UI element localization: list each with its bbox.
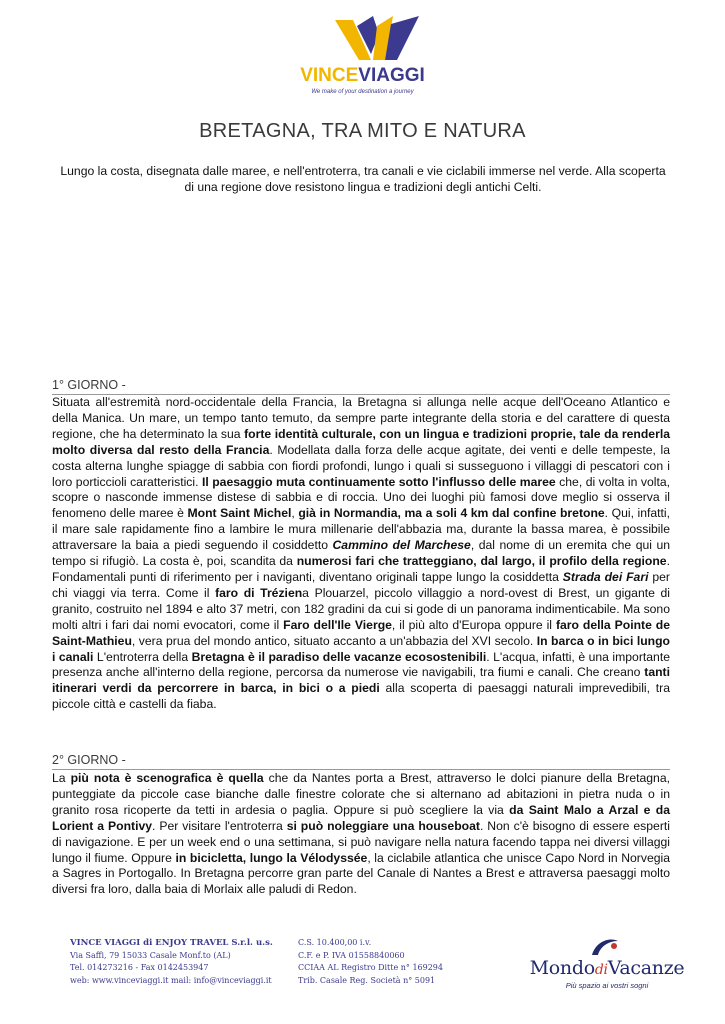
footer-court: Trib. Casale Reg. Società n° 5091 bbox=[298, 975, 436, 985]
bold-phrase: Mont Saint Michel bbox=[187, 506, 292, 521]
bold-phrase: Strada dei Fari bbox=[562, 569, 649, 584]
text-run: , la ciclabile atlantica che unisce Capo Nord in Norvegia a Sagres in Portogallo. In Bretagna percorre gran parte del Canale di Nantes a Brest e attraversa paesaggi molto diversi fra loro, dalla baia di Morlaix alle paludi di Redon. bbox=[52, 850, 670, 897]
footer-capital: C.S. 10.400,00 i.v. bbox=[298, 938, 372, 947]
day-2-heading: 2° GIORNO - bbox=[52, 752, 670, 770]
bold-phrase: tanti itinerari verdi da percorrere in barca, in bici o a piedi bbox=[52, 665, 670, 696]
footer-phone: Tel. 014273216 - Fax 0142453947 bbox=[70, 963, 209, 972]
bold-phrase: Faro dell'Ile Vierge bbox=[283, 617, 392, 632]
text-run: a Plouarzel, piccolo villaggio a nord-ovest di Brest, un gigante di granito, costruito nel 1894 e alto 37 metri, con 182 gradini da cui si gode di un panorama indimenticabile. Ma sono molti altri i fari dai nomi evocatori, come il bbox=[52, 585, 670, 632]
bold-phrase: In barca o in bici lungo i canali bbox=[52, 633, 670, 664]
text-run: L'entroterra della bbox=[93, 649, 192, 664]
text-run: . Modellata dalla forza delle acque agitate, dei venti e delle tempeste, la costa alterna lunghe spiagge di sabbia con fiordi profondi, lungo i quali si susseguono i villaggi di pescatori con i loro porticcioli caratteristici. bbox=[52, 442, 670, 489]
text-run: . Per visitare l'entroterra bbox=[152, 818, 287, 833]
logo-wordmark: VINCEVIAGGI bbox=[300, 65, 425, 86]
text-run: che, di volta in volta, scopre o nasconde immense distese di sabbia e di roccia. Uno dei luoghi più famosi dove meglio si osserva il fenomeno delle maree è bbox=[52, 474, 671, 521]
footer-legal-info bbox=[298, 937, 498, 987]
mondo-di-vacanze-mark-icon bbox=[590, 937, 620, 957]
footer-tax: C.F. e P. IVA 01558840060 bbox=[298, 950, 405, 960]
day-1-heading: 1° GIORNO - bbox=[52, 377, 670, 395]
text-run: . Qui, infatti, il mare sale rapidamente fino a lambire le mura millenarie dell'abbazia ma, durante la bassa marea, è possibile attraversare la baia a piedi seguendo il cosiddetto bbox=[52, 506, 671, 553]
footer-company-name: VINCE VIAGGI di ENJOY TRAVEL S.r.l. u.s. bbox=[70, 938, 273, 948]
footer bbox=[70, 937, 710, 1007]
bold-phrase: forte identità culturale, con un lingua e tradizioni proprie, tale da renderla molto diversa dal resto della Francia bbox=[52, 426, 670, 457]
text-run: per chi viaggi via terra. Come il bbox=[52, 569, 670, 600]
text-run: che da Nantes porta a Brest, attraverso le dolci pianure della Bretagna, punteggiate da piccole case bianche dalle finestre colorate che si alternano ad abitazioni in pietra nuda o in granito rosa ricoperte da tetti in ardesia o paglia. Oppure si può scegliere la via bbox=[52, 771, 670, 817]
footer-cciaa: CCIAA AL Registro Ditte n° 169294 bbox=[298, 963, 443, 972]
text-run: . Fondamentali punti di riferimento per i naviganti, diventano originali tappe lungo la cosiddetta bbox=[52, 554, 670, 584]
bold-phrase: più nota è scenografica è quella bbox=[70, 771, 264, 785]
text-run: Situata all'estremità nord-occidentale della Francia, la Bretagna si allunga nelle acque dell'Oceano Atlantico e della Manica. Un mare, un tempo tanto temuto, da sempre parte integrante della storia e del carattere di questa regione, che ha determinato la sua bbox=[52, 395, 670, 441]
footer-address: Via Saffi, 79 15033 Casale Monf.to (AL) bbox=[70, 950, 231, 960]
bold-phrase: faro di Trézien bbox=[215, 585, 303, 600]
bold-phrase: da Saint Malo a Arzal e da Lorient a Pontivy bbox=[52, 802, 670, 833]
logo-tagline: We make of your destination a journey bbox=[311, 89, 414, 95]
bold-phrase: già in Normandia, ma a soli 4 km dal confine bretone bbox=[298, 506, 605, 521]
text-run: , dal nome di un eremita che qui un tempo si rifugiò. La costa è, poi, scandita da bbox=[52, 538, 670, 569]
bold-phrase: numerosi fari che tratteggiano, dal largo, il profilo della regione bbox=[296, 554, 667, 569]
text-run: La bbox=[52, 771, 71, 785]
mondo-di-vacanze-logo bbox=[522, 937, 692, 997]
bold-phrase: in bicicletta, lungo la Vélodyssée bbox=[175, 850, 368, 865]
page-title: BRETAGNA, TRA MITO E NATURA bbox=[199, 120, 526, 142]
footer-web[interactable]: web: www.vinceviaggi.it mail: info@vinceviaggi.it bbox=[70, 975, 272, 985]
bold-phrase: Il paesaggio muta continuamente sotto l'influsso delle maree bbox=[201, 474, 556, 489]
bold-phrase: si può noleggiare una houseboat bbox=[286, 818, 480, 833]
footer-company-info bbox=[70, 937, 290, 987]
bold-phrase: Cammino del Marchese bbox=[332, 538, 471, 553]
text-run: . Non c'è bisogno di essere esperti di navigazione. E per un week end o una settimana, si può navigare nella natura facendo tappa nei diversi villaggi lungo il fiume. Oppure bbox=[52, 818, 670, 865]
mondo-di-vacanze-wordmark: MondodiVacanze bbox=[529, 957, 685, 979]
intro-paragraph: Lungo la costa, disegnata dalle maree, e nell'entroterra, tra canali e vie ciclabili immerse nel verde. Alla scoperta di una regione dove resistono lingua e tradizioni degli antichi Celti. bbox=[60, 164, 666, 194]
text-run: . L'acqua, infatti, è una importante presenza anche all'interno della regione, percorsa da numerose vie navigabili, tra fiumi e canali. Che creano bbox=[52, 649, 670, 680]
bold-phrase: Bretagna è il paradiso delle vacanze ecosostenibili bbox=[191, 649, 487, 664]
text-run: , vera prua del mondo antico, situato accanto a un'abbazia del XVI secolo. bbox=[131, 633, 537, 648]
vinceviaggi-logo-mark-icon bbox=[327, 14, 427, 66]
bold-phrase: faro della Pointe de Saint-Mathieu bbox=[52, 617, 671, 648]
text-run: , il più alto d'Europa oppure il bbox=[391, 617, 556, 632]
vinceviaggi-logo bbox=[0, 14, 725, 104]
day-2-body bbox=[52, 771, 670, 898]
text-run: alla scoperta di paesaggi naturali imprevedibili, tra piccole città e castelli da fiaba. bbox=[52, 681, 670, 712]
day-1-body bbox=[52, 395, 670, 713]
text-run: , bbox=[291, 506, 299, 521]
mondo-di-vacanze-tagline: Più spazio ai vostri sogni bbox=[565, 981, 649, 990]
